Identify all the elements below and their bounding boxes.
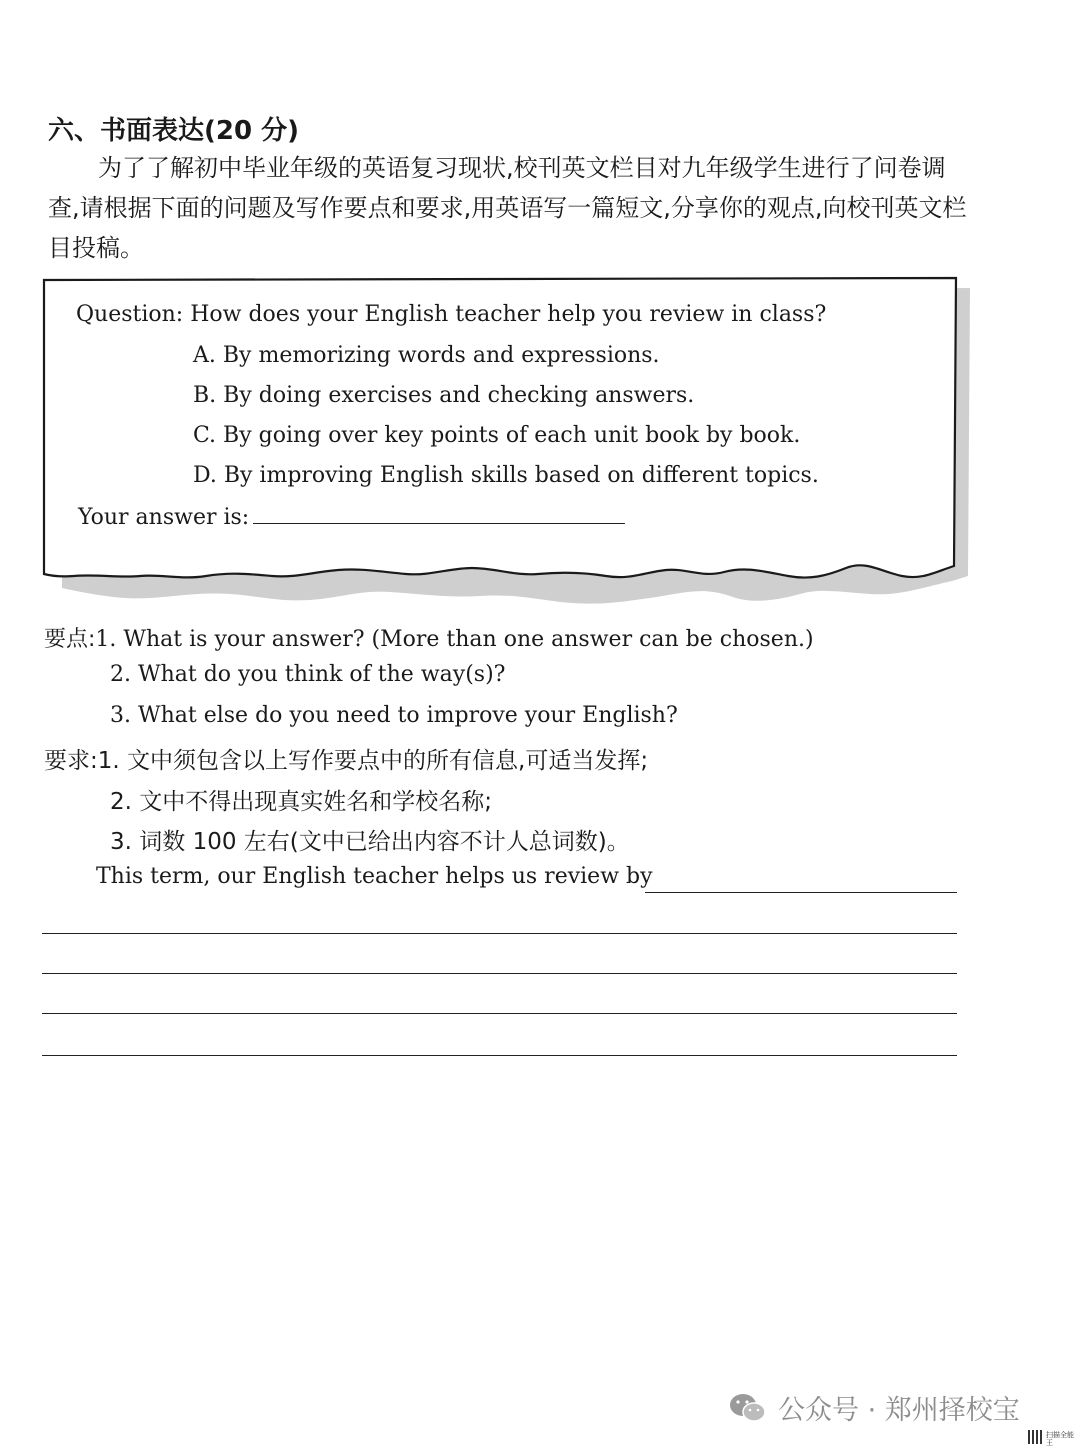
essay-starter: This term, our English teacher helps us review by <box>96 864 653 889</box>
requirements-item-1-text: 1. 文中须包含以上写作要点中的所有信息,可适当发挥; <box>97 748 649 774</box>
watermark-text: 公众号 · 郑州择校宝 <box>778 1395 1020 1426</box>
qr-caption: 扫描全能王 <box>1046 1431 1074 1447</box>
writing-line[interactable] <box>42 1055 957 1056</box>
requirements-label: 要求: <box>44 748 98 774</box>
answer-label: Your answer is: <box>78 505 250 530</box>
requirements-item-3: 3. 词数 100 左右(文中已给出内容不计人总词数)。 <box>110 829 630 855</box>
section-intro: 为了了解初中毕业年级的英语复习现状,校刊英文栏目对九年级学生进行了问卷调查,请根据下面的问题及写作要点和要求,用英语写一篇短文,分享你的观点,向校刊英文栏目投稿。 <box>48 154 967 262</box>
points-label: 要点: <box>44 627 96 652</box>
section-heading: 六、书面表达(20 分) <box>48 116 299 146</box>
essay-starter-blank[interactable] <box>645 892 957 893</box>
option-c: C. By going over key points of each unit book by book. <box>193 423 801 448</box>
requirements-item-2: 2. 文中不得出现真实姓名和学校名称; <box>110 789 493 815</box>
option-d: D. By improving English skills based on different topics. <box>193 463 819 488</box>
points-item-2: 2. What do you think of the way(s)? <box>110 662 506 687</box>
question-text: Question: How does your English teacher help you review in class? <box>76 302 827 327</box>
writing-line[interactable] <box>42 1013 957 1014</box>
answer-row <box>78 503 625 530</box>
points-item-1 <box>44 622 814 653</box>
wechat-icon <box>728 1391 768 1425</box>
option-b: B. By doing exercises and checking answers. <box>193 383 695 408</box>
watermark <box>728 1388 1020 1427</box>
qr-code-icon <box>1028 1430 1042 1444</box>
answer-blank[interactable] <box>253 503 625 524</box>
writing-line[interactable] <box>42 973 957 974</box>
option-a: A. By memorizing words and expressions. <box>193 343 660 368</box>
writing-line[interactable] <box>42 933 957 934</box>
points-item-1-text: 1. What is your answer? (More than one answer can be chosen.) <box>95 627 814 652</box>
requirements-item-1 <box>44 742 648 775</box>
points-item-3: 3. What else do you need to improve your English? <box>110 703 678 728</box>
